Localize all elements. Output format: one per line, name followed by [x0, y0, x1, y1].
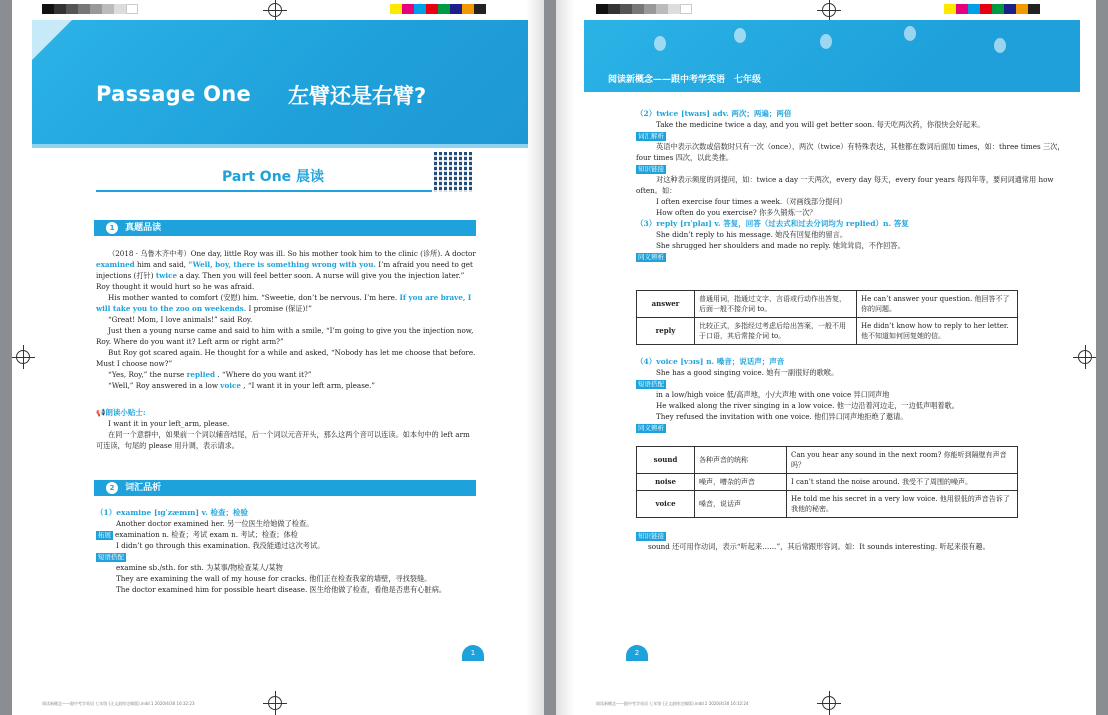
- voice-knowledge-link: [636, 530, 1076, 552]
- balloon-icon: [820, 34, 832, 49]
- table-example: He can’t answer your question. 他回答不了你的问题。: [857, 291, 1018, 318]
- table-meaning: 普通用词，指通过文字、言语或行动作出答复，后面一般不接介词 to。: [695, 291, 857, 318]
- key-word-voice: voice: [220, 381, 241, 390]
- tag-label: 拓展: [98, 531, 111, 539]
- book-header-title: 阅读新概念——跟中考学英语 七年级: [608, 75, 762, 85]
- table-meaning: 噪声，嘈杂的声音: [695, 474, 787, 491]
- key-word-twice: twice: [155, 271, 178, 280]
- table-example: Can you hear any sound in the next room? 你能听到隔壁有声音吗？: [787, 447, 1018, 474]
- phrase: in a low/high voice 低/高声地，小/大声地 with one voice 异口同声地: [656, 390, 890, 399]
- page-header-banner: [584, 20, 1080, 92]
- passage-sentence: “Yes, Roy,” the nurse: [108, 370, 185, 379]
- section-number: 2: [106, 482, 118, 494]
- print-color-bar: [390, 4, 486, 14]
- table-word: noise: [637, 474, 695, 491]
- tag-label: 知识链接: [638, 532, 664, 540]
- table-row: [637, 318, 1018, 345]
- spine-shadow: [556, 0, 574, 715]
- qr-code-pattern: [434, 152, 474, 192]
- tag-label: 短语搭配: [638, 380, 664, 388]
- passage-text: [96, 248, 478, 391]
- table-word: reply: [637, 318, 695, 345]
- reading-tip: [96, 407, 478, 451]
- table-row: [637, 291, 1018, 318]
- table-word: sound: [637, 447, 695, 474]
- link-example: How often do you exercise? 你多久锻炼一次？: [656, 208, 817, 217]
- table-meaning: 各种声音的统称: [695, 447, 787, 474]
- table-row: [637, 491, 1018, 518]
- key-word-examined: examined: [96, 260, 135, 269]
- page-number: 2: [626, 645, 648, 661]
- vocab-example: I didn’t go through this examination. 我没能通过这次考试。: [116, 541, 325, 550]
- banner-fold: [32, 20, 72, 60]
- vocab-example: Take the medicine twice a day, and you will get better soon. 每天吃两次药，你很快会好起来。: [656, 120, 985, 129]
- section-bar-vocab: [94, 480, 476, 496]
- vocab-example: She didn’t reply to his message. 她没有回复他的留言。: [656, 230, 848, 239]
- key-word-replied: replied: [186, 370, 216, 379]
- table-example: He didn’t know how to reply to her letter. 他不知道如何回复她的信。: [857, 318, 1018, 345]
- passage-sentence: . “Where do you want it?”: [217, 370, 312, 379]
- balloon-icon: [904, 26, 916, 41]
- tip-title: 朗读小贴士:: [105, 408, 146, 417]
- crop-mark: [268, 3, 282, 17]
- table-example: I can’t stand the noise around. 我受不了周围的噪声。: [787, 474, 1018, 491]
- balloon-icon: [654, 36, 666, 51]
- tag-label: 同义辨析: [638, 424, 664, 432]
- vocab-heading: （4）voice [vɔɪs] n. 嗓音；说话声；声音: [636, 357, 785, 366]
- knowledge-link: 对这种表示频度的词提问，如：twice a day 一天两次，every day 每天，every four years 每四年等，要问词通常用 how often。如：: [636, 175, 1054, 195]
- tag-label: 词汇解析: [638, 132, 664, 140]
- vocab-examine: [96, 507, 478, 595]
- banner-stripe: [32, 144, 528, 148]
- crop-mark: [1078, 350, 1092, 364]
- link-example: I often exercise four times a week.（对画线部分提问）: [656, 197, 847, 206]
- passage-sentence: （2018 · 乌鲁木齐中考）One day, little Roy was ill. So his mother took him to the clinic (诊所). A doctor: [108, 249, 476, 258]
- vocab-example: She has a good singing voice. 她有一副很好的歌喉。: [656, 368, 839, 377]
- crop-mark: [822, 696, 836, 710]
- part-underline: [96, 190, 432, 192]
- passage-sentence: I’m afraid you need to get injections (打针): [96, 260, 473, 280]
- section-number: 1: [106, 222, 118, 234]
- passage-sentence: “Well,” Roy answered in a low: [108, 381, 218, 390]
- vocab-heading: （1）examine [ɪɡˈzæmɪn] v. 检查；检验: [96, 508, 248, 517]
- megaphone-icon: 📢: [96, 408, 106, 417]
- vocab-example: Another doctor examined her. 另一位医生给她做了检查。: [116, 519, 314, 528]
- phrase-example: The doctor examined him for possible heart disease. 医生给他做了检查，看他是否患有心脏病。: [116, 585, 447, 594]
- print-color-bar: [944, 4, 1040, 14]
- tag-label: 知识链接: [638, 165, 664, 173]
- passage-title-en: Passage One: [96, 82, 252, 106]
- passage-paragraph: “Great! Mom, I love animals!” said Roy.: [108, 315, 253, 324]
- section-title: 词汇品析: [125, 483, 162, 493]
- vocab-extension: examination n. 检查；考试 exam n. 考试；检查；体检: [115, 530, 298, 539]
- balloon-icon: [734, 28, 746, 43]
- passage-paragraph: But Roy got scared again. He thought for a while and asked, “Nobody has let me choose that before. Must I choose now?”: [96, 348, 476, 368]
- passage-title-cn: 左臂还是右臂?: [288, 84, 427, 108]
- print-footer: 阅读新概念——跟中考学英语 七年级 (正文最终定稿版).indd 2 2020/4/30 16:32:24: [596, 701, 749, 706]
- spine-shadow: [526, 0, 544, 715]
- crop-mark: [268, 696, 282, 710]
- phrase-example: They refused the invitation with one voice. 他们异口同声地拒绝了邀请。: [656, 412, 908, 421]
- tip-explanation: 在同一个意群中，如果前一个词以辅音结尾，后一个词以元音开头，那么这两个音可以连读。如本句中的 left arm 可连读，句尾的 please 用升调，表示请求。: [96, 430, 470, 450]
- passage-sentence: , “I want it in your left arm, please.”: [243, 381, 376, 390]
- crop-mark: [822, 3, 836, 17]
- table-word: voice: [637, 491, 695, 518]
- table-meaning: 嗓音，说话声: [695, 491, 787, 518]
- vocab-twice: [636, 108, 1076, 262]
- balloon-icon: [994, 38, 1006, 53]
- passage-banner: [32, 20, 528, 148]
- phrase-example: He walked along the river singing in a low voice. 他一边沿着河边走，一边低声唱着歌。: [656, 401, 959, 410]
- tag-label: 短语搭配: [98, 553, 124, 561]
- table-row: [637, 447, 1018, 474]
- key-sentence: “Well, boy, there is something wrong with you.: [188, 260, 376, 269]
- phrase: examine sb./sth. for sth. 为某事/物检查某人/某物: [116, 563, 283, 572]
- synonym-table-answer-reply: [636, 290, 1018, 345]
- vocab-example: She shrugged her shoulders and made no reply. 她耸耸肩，不作回答。: [656, 241, 905, 250]
- left-page: [12, 0, 544, 715]
- table-row: [637, 474, 1018, 491]
- passage-sentence: him and said,: [136, 260, 189, 269]
- passage-paragraph: Just then a young nurse came and said to him with a smile, “I’m going to give you the injection now, Roy. Where do you want it? Left arm or right arm?”: [96, 326, 474, 346]
- synonym-table-sound-noise-voice: [636, 446, 1018, 518]
- passage-sentence: His mother wanted to comfort (安慰) him. “Sweetie, don’t be nervous. I’m here.: [108, 293, 398, 302]
- key-sentence: If you are brave, I will take you to the zoo on weekends.: [96, 293, 472, 313]
- table-example: He told me his secret in a very low voice. 他用很低的声音告诉了我他的秘密。: [787, 491, 1018, 518]
- part-heading: Part One 晨读: [222, 169, 325, 185]
- table-word: answer: [637, 291, 695, 318]
- section-title: 真题品读: [125, 223, 162, 233]
- passage-sentence: I promise (保证)!”: [248, 304, 312, 313]
- tag-label: 同义辨析: [638, 253, 664, 261]
- vocab-explanation: 英语中表示次数或倍数时只有一次（once）、两次（twice）有特殊表达，其他都在数词后面加 times，如：three times 三次，four times 四次，以此类推。: [636, 142, 1065, 162]
- vocab-heading: （2）twice [twaɪs] adv. 两次；两遍；两倍: [636, 109, 792, 118]
- phrase-example: They are examining the wall of my house for cracks. 他们正在检查我家的墙壁，寻找裂缝。: [116, 574, 432, 583]
- knowledge-link: sound 还可用作动词，表示“听起来……”，其后常跟形容词。如：It sounds interesting. 听起来很有趣。: [648, 542, 990, 551]
- table-meaning: 比较正式，多指经过考虑后给出答案，一般不用于口语，其后常接介词 to。: [695, 318, 857, 345]
- right-page: [556, 0, 1096, 715]
- print-gray-bar: [42, 4, 138, 14]
- vocab-heading: （3）reply [rɪˈplaɪ] v. 答复，回答（过去式和过去分词均为 replied）n. 答复: [636, 219, 909, 228]
- tip-example: I want it in your left_arm, please.: [108, 419, 230, 428]
- section-bar-reading: [94, 220, 476, 236]
- crop-mark: [16, 350, 30, 364]
- print-footer: 阅读新概念——跟中考学英语 七年级 (正文最终定稿版).indd 1 2020/4/30 16:32:23: [42, 701, 195, 706]
- passage-sentence: a day. Then you will feel better soon. A nurse will give you the injection later.” Roy thought it would hurt so he was afraid.: [96, 271, 465, 291]
- vocab-voice: [636, 356, 1076, 433]
- print-gray-bar: [596, 4, 692, 14]
- page-number: 1: [462, 645, 484, 661]
